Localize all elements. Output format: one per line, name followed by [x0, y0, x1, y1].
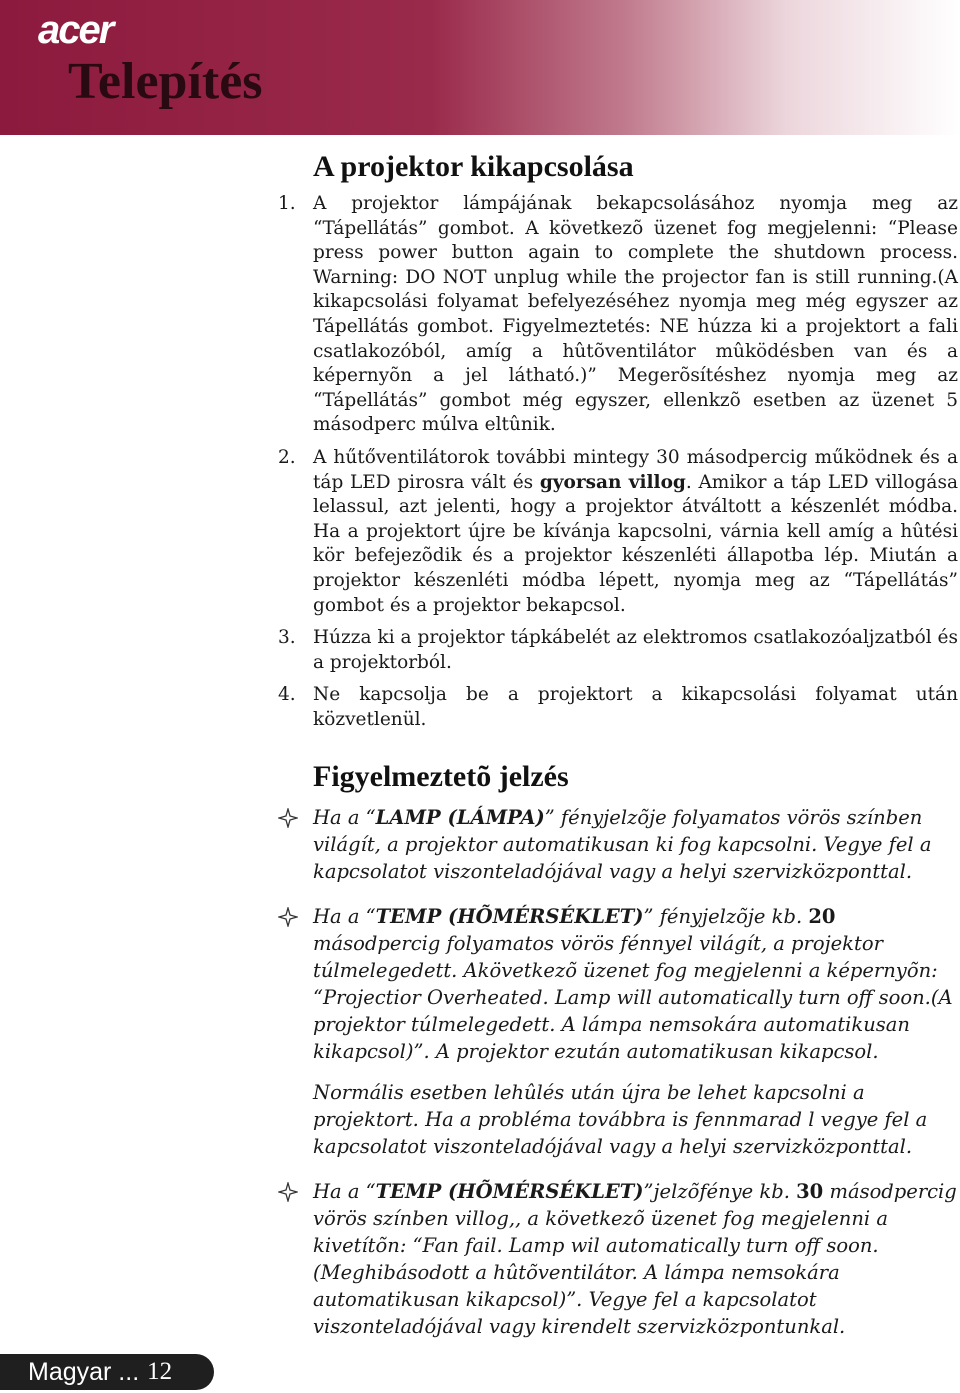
- step-text: Húzza ki a projektor tápkábelét az elektromos csatlakozóaljzatból és a projektorból.: [313, 627, 958, 673]
- emphasis-text: gyorsan villog: [539, 471, 686, 493]
- warning-item: [278, 1178, 958, 1340]
- steps-list: [278, 192, 958, 732]
- seconds-value: 30: [796, 1180, 824, 1203]
- warning-text: [313, 804, 958, 885]
- page-title: Telepítés: [68, 53, 263, 110]
- page-header-band: [0, 0, 960, 135]
- step-text-part: . Amikor a táp LED villogása lelassul, azt jelenti, hogy a projektor átváltott a készenlét módba. Ha a projektort újre be kívánja kapcsolni, várnia kell amíg a hûtési kör befejezõdik és a projektor készenléti állapotba lép. Miután a projektor készenléti módba lépett, nyomja meg az “Tápellátás” gombot és a projektor bekapcsol.: [313, 471, 958, 616]
- list-item: [278, 683, 958, 732]
- step-text: Ne kapcsolja be a projektort a kikapcsolási folyamat után közvetlenül.: [313, 684, 958, 730]
- warning-item: [278, 903, 958, 1160]
- text-part: Ha a “: [313, 806, 376, 829]
- step-text: A projektor lámpájának bekapcsolásához nyomja meg az “Tápellátás” gombot. A következõ üzenet fog megjelenni: “Please press power button again to complete the shutdown process. Warning: DO NOT unplug while the projector fan is still running.(A kikapcsolási folyamat befelyezéséhez nyomja meg még egyszer az Tápellátás gombot. Figyelmeztetés: NE húzza ki a projektort a fali csatlakozóból, amíg a hûtõventilátor mûködésben van és a képernyõn a jel látható.)” Megerõsítéshez nyomja meg az “Tápellátás” gombot még egyszer, ellenkzõ esetben az üzenet 5 másodperc múlva eltûnik.: [313, 193, 958, 436]
- four-petal-diamond-icon: [278, 1178, 313, 1340]
- indicator-name: TEMP (HÕMÉRSÉKLET): [375, 905, 644, 928]
- list-item: [278, 626, 958, 675]
- language-label: Magyar ...: [28, 1357, 140, 1386]
- indicator-name: LAMP (LÁMPA): [375, 806, 545, 829]
- step-number: 3.: [278, 627, 296, 649]
- warning-body: [313, 804, 958, 885]
- warning-text: [313, 1178, 958, 1340]
- page-number: 12: [147, 1358, 173, 1385]
- acer-logo: acer: [38, 8, 113, 52]
- step-text: [313, 446, 958, 618]
- warning-body: [313, 903, 958, 1160]
- list-item: [278, 446, 958, 618]
- four-petal-diamond-icon: [278, 903, 313, 1160]
- warning-item: [278, 804, 958, 885]
- text-part: ” fényjelzõje folyamatos vörös színben világít, a projektor automatikusan ki fog kapcsolni. Vegye fel a kapcsolatot viszonteladójával vagy a helyi szervizközponttal.: [313, 806, 932, 883]
- warning-text: [313, 903, 958, 1065]
- warning-heading: Figyelmeztetõ jelzés: [313, 760, 569, 793]
- text-part: másodpercig folyamatos vörös fénnyel világít, a projektor túlmelegedett. Akövetkezõ üzenet fog megjelenni a képernyõn: “Projectior Overheated. Lamp will automatically turn off soon.(A projektor túlmelegedett. A lámpa nemsokára automatikusan kikapcsol)”. A projektor ezután automatikusan kikapcsol.: [313, 932, 953, 1063]
- text-part: Ha a “: [313, 905, 376, 928]
- text-part: másodpercig vörös színben villog,, a következõ üzenet fog megjelenni a kivetítõn: “Fan fail. Lamp wil automatically turn off soon.(Meghibásodott a hûtõventilátor. A lámpa nemsokára automatikusan kikapcsol)”. Vegye fel a kapcsolatot viszonteladójával vagy kirendelt szervizközpontunkal.: [313, 1180, 957, 1338]
- step-number: 4.: [278, 684, 296, 706]
- seconds-value: 20: [808, 905, 836, 928]
- warning-body: [313, 1178, 958, 1340]
- warning-note: Normális esetben lehûlés után újra be lehet kapcsolni a projektort. Ha a probléma továbbra is fennmarad l vegye fel a kapcsolatot viszonteladójával vagy a helyi szervizközponttal.: [313, 1081, 928, 1158]
- text-part: Ha a “: [313, 1180, 376, 1203]
- step-number: 1.: [278, 193, 296, 214]
- shutdown-section: [278, 150, 958, 740]
- four-petal-diamond-icon: [278, 804, 313, 885]
- list-item: [278, 192, 958, 438]
- step-number: 2.: [278, 446, 296, 468]
- indicator-name: TEMP (HÕMÉRSÉKLET): [375, 1180, 644, 1203]
- text-part: ”jelzõfénye kb.: [643, 1180, 797, 1203]
- step-text-part: A hűtőventilátorok további mintegy 30 másodpercig működnek és a táp LED pirosra vált és: [313, 446, 958, 493]
- page-footer-badge: [0, 1354, 214, 1390]
- text-part: ” fényjelzõje kb.: [643, 905, 809, 928]
- warning-section: [278, 760, 958, 1340]
- section-heading: A projektor kikapcsolása: [313, 150, 634, 183]
